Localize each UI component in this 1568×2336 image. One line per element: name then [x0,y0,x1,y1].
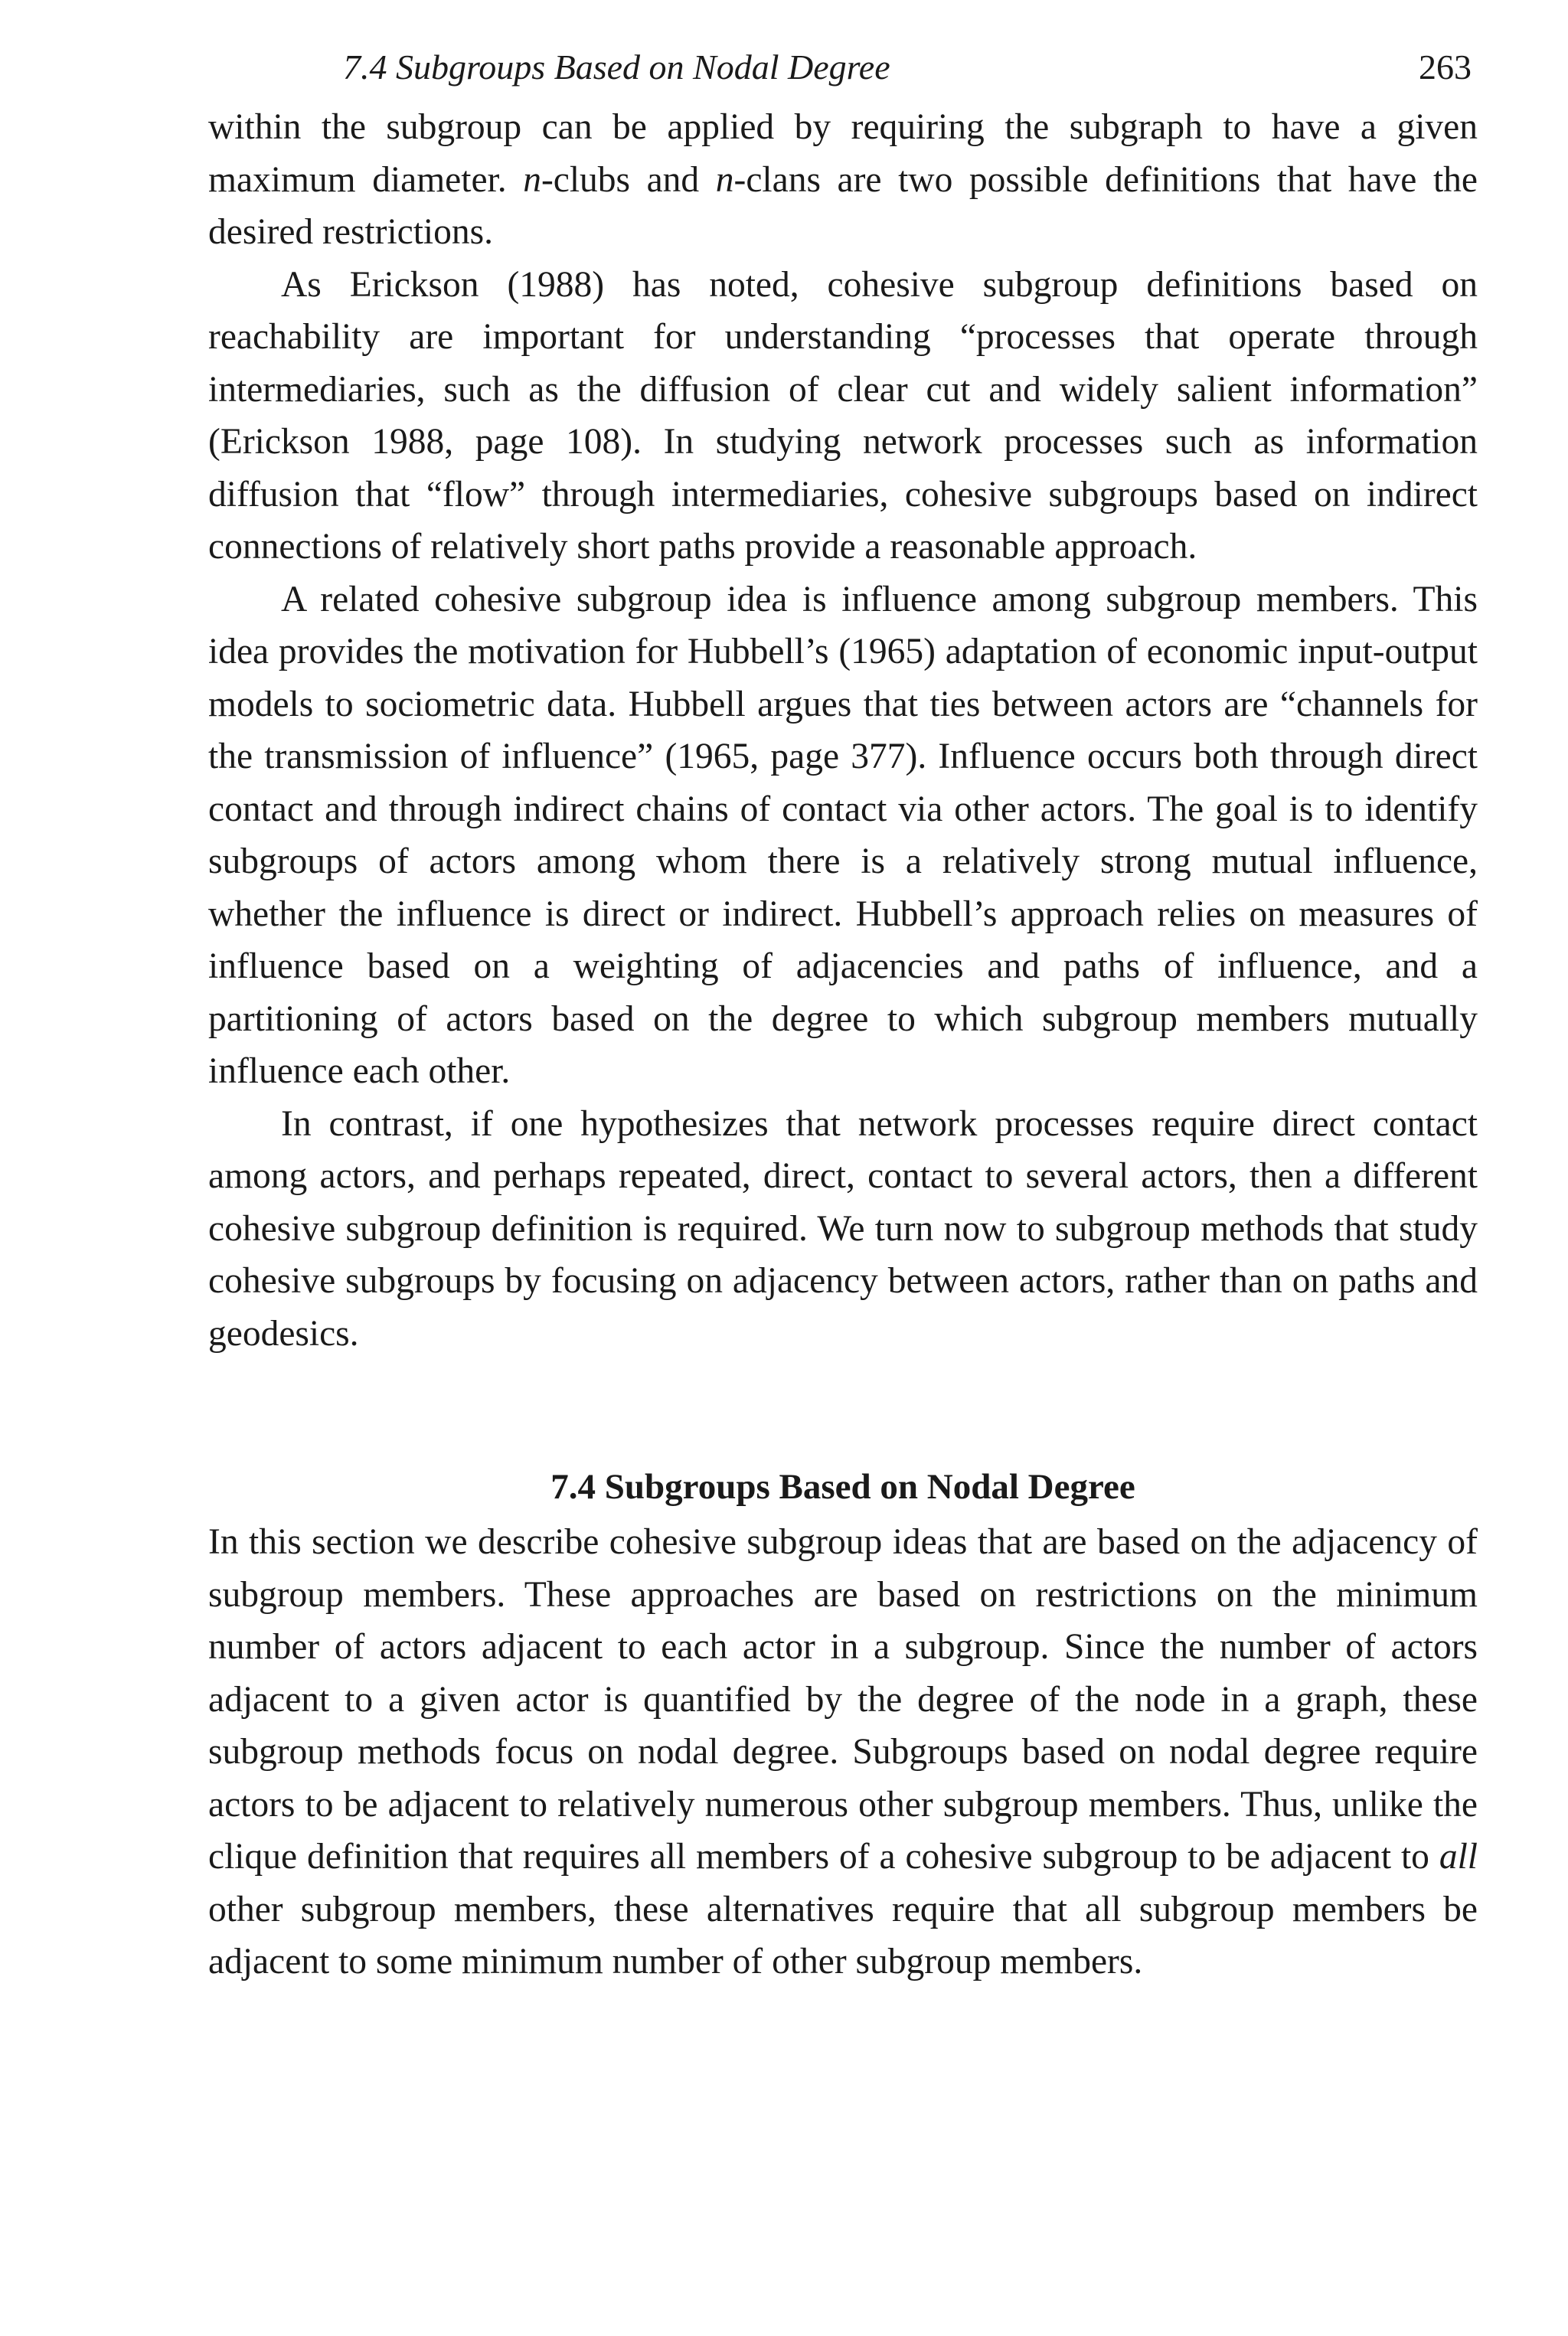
running-header [208,40,1478,101]
text-run: within the subgroup can be applied by requiring the subgraph to have a given maximum diameter. [208,107,1478,200]
paragraph-section-intro [208,1516,1478,1988]
paragraph-hubbell: A related cohesive subgroup idea is influence among subgroup members. This idea provides the motivation for Hubbell’s (1965) adaptation of economic input-output models to sociometric data. Hubbell argues that ties between actors are “channels for the transmission of influence” (1965, page 377). Influence occurs both through direct contact and through indirect chains of contact via other actors. The goal is to identify subgroups of actors among whom there is a relatively strong mutual influence, whether the influence is direct or indirect. Hubbell’s approach relies on measures of influence based on a weighting of adjacencies and paths of influence, and a partitioning of actors based on the degree to which subgroup members mutually influence each other. [208,579,1478,1091]
text-run: -clans are two possible definitions that have the desired restrictions. [208,159,1478,252]
text-run: -clubs and [541,159,716,200]
text-run: other subgroup members, these alternatives require that all subgroup members be adjacent to some minimum number of other subgroup members. [208,1889,1478,1982]
paragraph-contrast: In contrast, if one hypothesizes that network processes require direct contact among actors, and perhaps repeated, direct, contact to several actors, then a different cohesive subgroup definition is required. We turn now to subgroup methods that study cohesive subgroups by focusing on adjacency between actors, rather than on paths and geodesics. [208,1103,1478,1354]
text-run: In this section we describe cohesive subgroup ideas that are based on the adjacency of subgroup members. These approaches are based on restrictions on the minimum number of actors adjacent to each actor in a subgroup. Since the number of actors adjacent to a given actor is quantified by the degree of the node in a graph, these subgroup methods focus on nodal degree. Subgroups based on nodal degree require actors to be adjacent to relatively numerous other subgroup members. Thus, unlike the clique definition that requires all members of a cohesive subgroup to be adjacent to [208,1522,1478,1877]
paragraph-continued [208,101,1478,259]
paragraph-erickson: As Erickson (1988) has noted, cohesive subgroup definitions based on reachability are important for understanding “processes that operate through intermediaries, such as the diffusion of clear cut and widely salient information” (Erickson 1988, page 108). In studying network processes such as information diffusion that “flow” through intermediaries, cohesive subgroups based on indirect connections of relatively short paths provide a reasonable approach. [208,264,1478,567]
text-run-italic: n [523,159,541,200]
text-run-italic: n [715,159,734,200]
running-title: 7.4 Subgroups Based on Nodal Degree [343,47,890,87]
section-heading: 7.4 Subgroups Based on Nodal Degree [550,1467,1135,1507]
page-number: 263 [1419,47,1472,87]
book-page [208,40,1478,1988]
text-run-italic: all [1439,1837,1478,1877]
